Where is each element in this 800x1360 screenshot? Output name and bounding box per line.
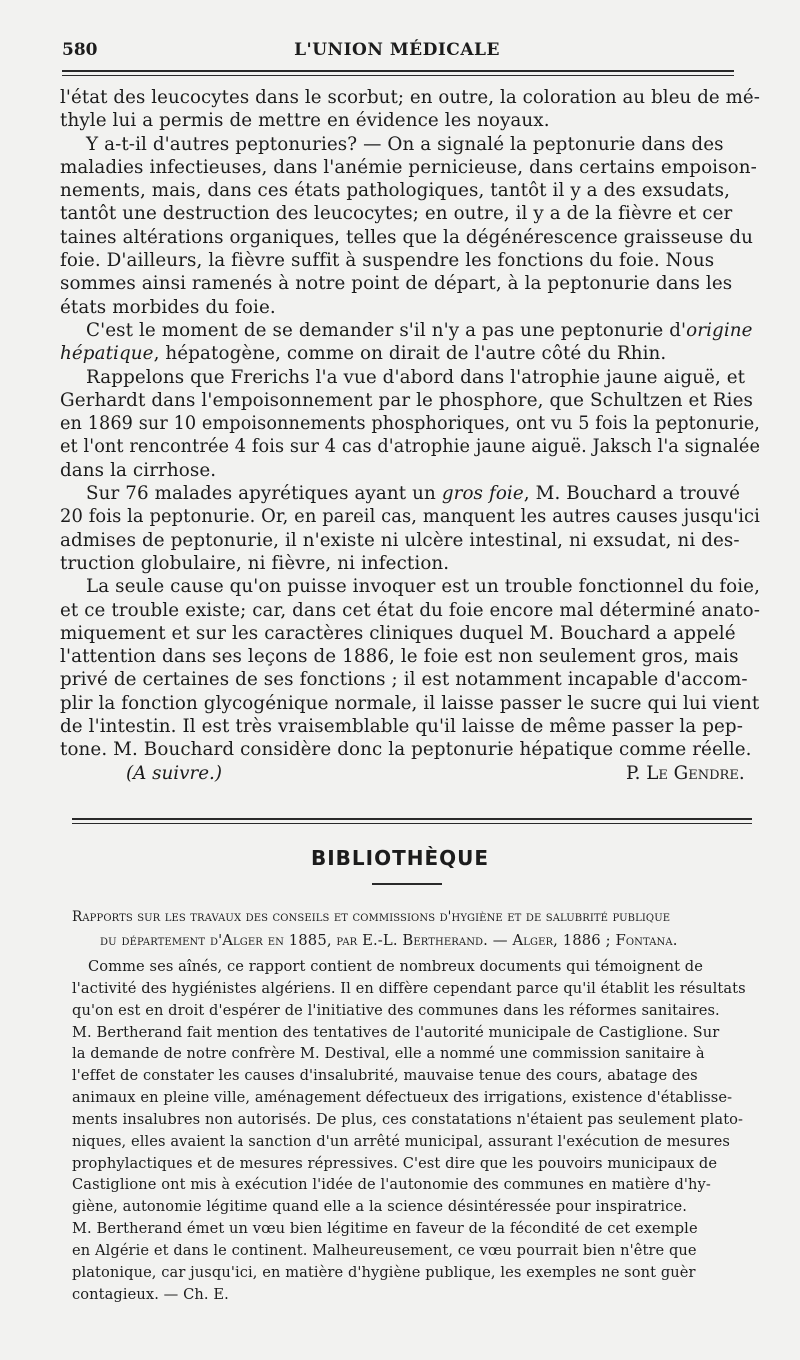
italic-term: gros foie [441, 483, 524, 505]
text-line: en 1869 sur 10 empoisonnements phosphoriques, ont vu 5 fois la peptonurie, [60, 413, 761, 435]
text-line: dans la cirrhose. [60, 459, 217, 481]
review-heading-line [72, 929, 762, 952]
running-header [62, 36, 732, 66]
text-segment: C'est le moment de se demander s'il n'y a pas une peptonurie d' [86, 319, 687, 341]
text-line: Castiglione ont mis à exécution l'idée de l'autonomie des communes en matière d'hy- [72, 1176, 711, 1194]
section-title: BIBLIOTHÈQUE [310, 846, 490, 870]
journal-title: L'UNION MÉDICALE [294, 40, 500, 60]
text-line: miquement et sur les caractères cliniques duquel M. Bouchard a appelé [60, 622, 736, 644]
text-line [60, 342, 760, 365]
text-segment: du département d'Alger en 1885, par E.-L. Bertherand. — Alger, 1886 ; Fontana. [100, 932, 678, 949]
author-signature: P. Le Gendre. [626, 762, 745, 784]
text-line: en Algérie et dans le continent. Malheureusement, ce vœu pourrait bien n'être que [72, 1241, 697, 1259]
text-line: admises de peptonurie, il n'existe ni ulcère intestinal, ni exsudat, ni des- [60, 529, 740, 551]
text-line: ments insalubres non autorisés. De plus, ces constatations n'étaient pas seulement plato- [72, 1110, 744, 1128]
text-line [60, 319, 760, 342]
title-underline [372, 883, 442, 885]
text-line: taines altérations organiques, telles que la dégénérescence graisseuse du [60, 226, 753, 248]
text-segment: , M. Bouchard a trouvé [523, 483, 741, 505]
text-line: privé de certaines de ses fonctions ; il est notamment incapable d'accom- [60, 669, 748, 691]
text-line: l'activité des hygiénistes algériens. Il en diffère cependant parce qu'il établit les résultats [72, 979, 746, 997]
text-line: foie. D'ailleurs, la fièvre suffit à suspendre les fonctions du foie. Nous [60, 250, 715, 272]
text-line: M. Bertherand émet un vœu bien légitime en faveur de la fécondité de cet exemple [72, 1220, 698, 1238]
text-line: contagieux. — Ch. E. [72, 1285, 229, 1303]
header-rule [62, 70, 734, 72]
section-rule [72, 818, 752, 820]
text-line: de l'intestin. Il est très vraisemblable qu'il laisse de même passer la pep- [60, 716, 744, 738]
text-line: et l'ont rencontrée 4 fois sur 4 cas d'atrophie jaune aiguë. Jaksch l'a signalée [60, 436, 761, 458]
text-line: sommes ainsi ramenés à notre point de départ, à la peptonurie dans les [60, 273, 733, 295]
text-line: platonique, car jusqu'ici, en matière d'hygiène publique, les exemples ne sont guèr [72, 1263, 696, 1281]
text-line: Gerhardt dans l'empoisonnement par le phosphore, que Schultzen et Ries [60, 389, 754, 411]
text-line: l'état des leucocytes dans le scorbut; en outre, la coloration au bleu de mé- [60, 87, 761, 108]
text-line: maladies infectieuses, dans l'anémie pernicieuse, dans certains empoison- [60, 156, 757, 178]
text-line: thyle lui a permis de mettre en évidence les noyaux. [60, 110, 550, 132]
text-line: La seule cause qu'on puisse invoquer est un trouble fonctionnel du foie, [85, 576, 760, 598]
italic-term: origine [686, 319, 753, 341]
text-line: et ce trouble existe; car, dans cet état du foie encore mal déterminé anato- [60, 599, 760, 621]
text-segment: , hépatogène, comme on dirait de l'autre côté du Rhin. [153, 343, 667, 365]
text-segment: Sur 76 malades apyrétiques ayant un [86, 483, 442, 505]
text-line: M. Bertherand fait mention des tentatives de l'autorité municipale de Castiglione. Sur [72, 1023, 720, 1041]
review-body [72, 956, 762, 1306]
text-line: Comme ses aînés, ce rapport contient de nombreux documents qui témoignent de [88, 958, 703, 975]
text-line: Rappelons que Frerichs l'a vue d'abord dans l'atrophie jaune aiguë, et [86, 366, 746, 388]
text-line: l'attention dans ses leçons de 1886, le foie est non seulement gros, mais [60, 646, 739, 668]
text-line: tantôt une destruction des leucocytes; en outre, il y a de la fièvre et cer [60, 203, 733, 225]
italic-term: hépatique [60, 343, 154, 365]
to-be-continued: (A suivre.) [126, 762, 222, 784]
text-line: truction globulaire, ni fièvre, ni infection. [60, 552, 450, 574]
header-rule-thin [62, 75, 734, 76]
text-line: qu'on est en droit d'espérer de l'initiative des communes dans les réformes sanitaires. [72, 1001, 720, 1019]
page-number: 580 [62, 40, 98, 60]
text-line: la demande de notre confrère M. Destival, elle a nommé une commission sanitaire à [72, 1045, 705, 1063]
text-line: niques, elles avaient la sanction d'un arrêté municipal, assurant l'exécution de mesures [72, 1132, 730, 1150]
article-body [60, 86, 760, 785]
text-line: l'effet de constater les causes d'insalubrité, mauvaise tenue des cours, abatage des [72, 1067, 698, 1085]
text-line: 20 fois la peptonurie. Or, en pareil cas, manquent les autres causes jusqu'ici [60, 506, 760, 528]
text-line: giène, autonomie légitime quand elle a la science désintéressée pour inspiratrice. [72, 1198, 687, 1216]
text-line: animaux en pleine ville, aménagement défectueux des irrigations, existence d'établisse- [72, 1089, 733, 1107]
text-line [60, 482, 760, 505]
article-signoff [60, 762, 760, 785]
text-line: plir la fonction glycogénique normale, il laisse passer le sucre qui lui vient [60, 692, 760, 714]
text-line: tone. M. Bouchard considère donc la peptonurie hépatique comme réelle. [60, 739, 752, 761]
section-rule-thin [72, 823, 752, 824]
review-heading [72, 906, 762, 952]
text-line: Y a-t-il d'autres peptonuries? — On a signalé la peptonurie dans des [86, 133, 724, 155]
text-line: prophylactiques et de mesures répressives. C'est dire que les pouvoirs municipaux de [72, 1154, 718, 1172]
text-line: nements, mais, dans ces états pathologiques, tantôt il y a des exsudats, [60, 180, 731, 202]
text-line: états morbides du foie. [60, 296, 276, 318]
review-heading-line: Rapports sur les travaux des conseils et commissions d'hygiène et de salubrité publique [72, 909, 671, 925]
